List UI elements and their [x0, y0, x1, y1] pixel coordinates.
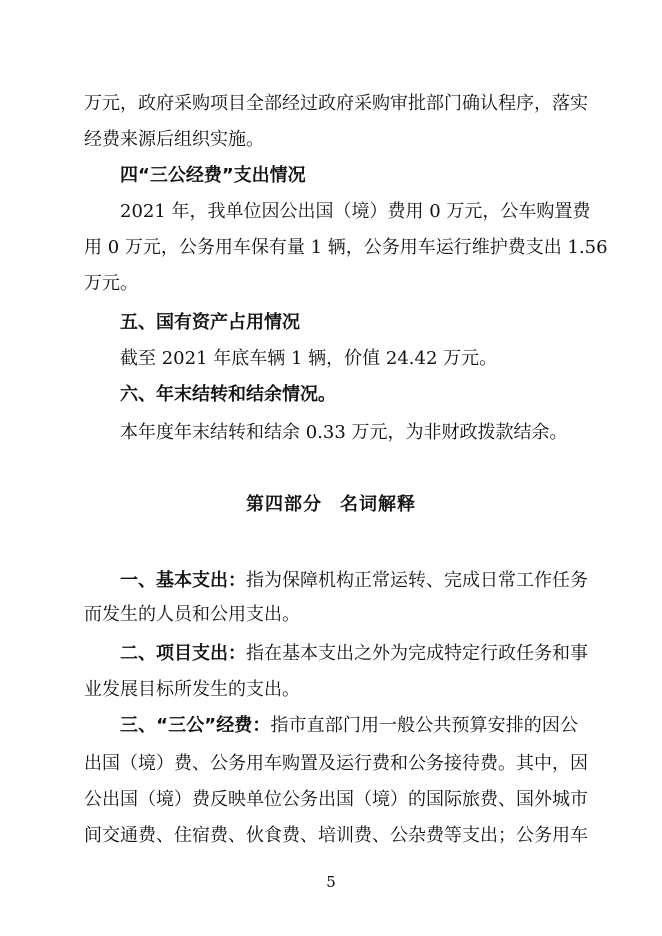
- section-4-line-2: 用 0 万元，公务用车保有量 1 辆，公务用车运行维护费支出 1.56: [84, 237, 608, 258]
- term-three-public-line-3: 公出国（境）费反映单位公务出国（境）的国际旅费、国外城市: [84, 789, 588, 810]
- term-three-public-line-1: [120, 714, 578, 738]
- term-three-public-line-4: 间交通费、住宿费、伙食费、培训费、公杂费等支出；公务用车: [84, 825, 588, 846]
- term-project-expenditure-label: 二、项目支出：: [120, 643, 246, 664]
- section-6-heading: 六、年末结转和结余情况。: [120, 384, 336, 405]
- part-4-name: 名词解释: [340, 494, 416, 515]
- section-5-line-1: 截至 2021 年底车辆 1 辆，价值 24.42 万元。: [120, 348, 498, 369]
- part-4-label: 第四部分: [246, 494, 322, 515]
- paragraph-continuation-line-2: 经费来源后组织实施。: [84, 129, 264, 150]
- section-6-line-1: 本年度年末结转和结余 0.33 万元，为非财政拨款结余。: [120, 422, 568, 443]
- section-4-line-1: 2021 年，我单位因公出国（境）费用 0 万元，公车购置费: [120, 201, 591, 222]
- term-three-public-label: 三、“三公”经费：: [120, 715, 271, 736]
- paragraph-continuation-line-1: 万元，政府采购项目全部经过政府采购审批部门确认程序，落实: [84, 93, 588, 114]
- section-5-heading: 五、国有资产占用情况: [120, 312, 300, 333]
- page-number: 5: [326, 873, 336, 891]
- term-basic-expenditure-text: 指为保障机构正常运转、完成日常工作任务: [246, 570, 588, 591]
- section-4-line-3: 万元。: [84, 273, 138, 294]
- term-three-public-text: 指市直部门用一般公共预算安排的因公: [270, 715, 578, 736]
- term-project-expenditure-text: 指在基本支出之外为完成特定行政任务和事: [246, 643, 588, 664]
- part-4-title: [0, 493, 662, 517]
- term-basic-expenditure-label: 一、基本支出：: [120, 570, 246, 591]
- term-three-public-line-2: 出国（境）费、公务用车购置及运行费和公务接待费。其中，因: [84, 753, 588, 774]
- section-4-heading: 四“三公经费”支出情况: [120, 165, 306, 186]
- term-basic-expenditure-line-2: 而发生的人员和公用支出。: [84, 604, 300, 625]
- term-project-expenditure-line-1: [120, 642, 588, 666]
- term-project-expenditure-line-2: 业发展目标所发生的支出。: [84, 679, 300, 700]
- term-basic-expenditure-line-1: [120, 569, 588, 593]
